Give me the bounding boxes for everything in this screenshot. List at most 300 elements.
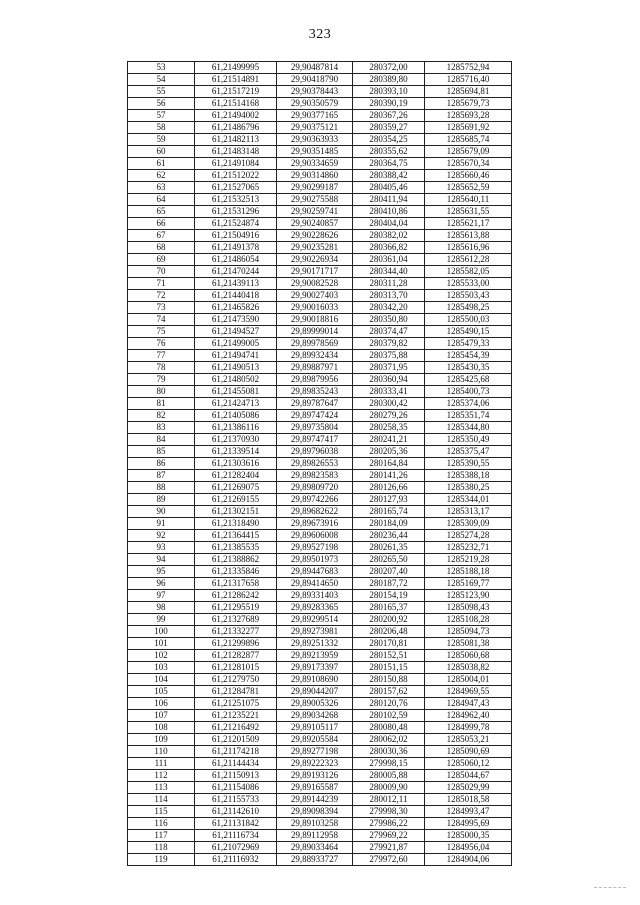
latitude-cell: 61,21116932: [195, 854, 277, 866]
latitude-cell: 61,21150913: [195, 770, 277, 782]
y-coordinate-cell: 1285232,71: [425, 542, 512, 554]
table-row: [128, 614, 512, 626]
y-coordinate-cell: 1285350,49: [425, 434, 512, 446]
longitude-cell: 29,89103258: [277, 818, 353, 830]
y-coordinate-cell: 1285351,74: [425, 410, 512, 422]
point-number-cell: 118: [128, 842, 195, 854]
longitude-cell: 29,89331403: [277, 590, 353, 602]
point-number-cell: 111: [128, 758, 195, 770]
table-row: [128, 746, 512, 758]
latitude-cell: 61,21284781: [195, 686, 277, 698]
longitude-cell: 29,89213959: [277, 650, 353, 662]
table-row: [128, 158, 512, 170]
y-coordinate-cell: 1285503,43: [425, 290, 512, 302]
x-coordinate-cell: 280405,46: [353, 182, 425, 194]
x-coordinate-cell: 280389,80: [353, 74, 425, 86]
latitude-cell: 61,21440418: [195, 290, 277, 302]
y-coordinate-cell: 1285094,73: [425, 626, 512, 638]
table-row: [128, 698, 512, 710]
y-coordinate-cell: 1285313,17: [425, 506, 512, 518]
longitude-cell: 29,89112958: [277, 830, 353, 842]
table-row: [128, 818, 512, 830]
y-coordinate-cell: 1285679,73: [425, 98, 512, 110]
y-coordinate-cell: 1285752,94: [425, 62, 512, 74]
longitude-cell: 29,89033464: [277, 842, 353, 854]
point-number-cell: 55: [128, 86, 195, 98]
y-coordinate-cell: 1285000,35: [425, 830, 512, 842]
point-number-cell: 102: [128, 650, 195, 662]
y-coordinate-cell: 1285344,01: [425, 494, 512, 506]
point-number-cell: 98: [128, 602, 195, 614]
latitude-cell: 61,21282877: [195, 650, 277, 662]
point-number-cell: 115: [128, 806, 195, 818]
longitude-cell: 29,89673916: [277, 518, 353, 530]
y-coordinate-cell: 1285693,28: [425, 110, 512, 122]
table-row: [128, 194, 512, 206]
x-coordinate-cell: 280164,84: [353, 458, 425, 470]
x-coordinate-cell: 279972,60: [353, 854, 425, 866]
longitude-cell: 29,89414650: [277, 578, 353, 590]
table-row: [128, 326, 512, 338]
x-coordinate-cell: 280360,94: [353, 374, 425, 386]
y-coordinate-cell: 1285631,55: [425, 206, 512, 218]
longitude-cell: 29,89606008: [277, 530, 353, 542]
y-coordinate-cell: 1285640,11: [425, 194, 512, 206]
y-coordinate-cell: 1285060,68: [425, 650, 512, 662]
x-coordinate-cell: 280120,76: [353, 698, 425, 710]
longitude-cell: 29,89796038: [277, 446, 353, 458]
x-coordinate-cell: 280187,72: [353, 578, 425, 590]
y-coordinate-cell: 1285616,96: [425, 242, 512, 254]
table-row: [128, 854, 512, 866]
x-coordinate-cell: 280157,62: [353, 686, 425, 698]
x-coordinate-cell: 280062,02: [353, 734, 425, 746]
y-coordinate-cell: 1285004,01: [425, 674, 512, 686]
longitude-cell: 29,89299514: [277, 614, 353, 626]
latitude-cell: 61,21514168: [195, 98, 277, 110]
table-row: [128, 302, 512, 314]
table-row: [128, 686, 512, 698]
y-coordinate-cell: 1285716,40: [425, 74, 512, 86]
y-coordinate-cell: 1285400,73: [425, 386, 512, 398]
y-coordinate-cell: 1285029,99: [425, 782, 512, 794]
point-number-cell: 72: [128, 290, 195, 302]
x-coordinate-cell: 280366,82: [353, 242, 425, 254]
table-row: [128, 482, 512, 494]
longitude-cell: 29,90018816: [277, 314, 353, 326]
point-number-cell: 100: [128, 626, 195, 638]
y-coordinate-cell: 1285694,81: [425, 86, 512, 98]
table-row: [128, 842, 512, 854]
point-number-cell: 71: [128, 278, 195, 290]
x-coordinate-cell: 280165,74: [353, 506, 425, 518]
table-row: [128, 170, 512, 182]
point-number-cell: 69: [128, 254, 195, 266]
table-row: [128, 470, 512, 482]
longitude-cell: 29,90082528: [277, 278, 353, 290]
table-row: [128, 758, 512, 770]
x-coordinate-cell: 280205,36: [353, 446, 425, 458]
longitude-cell: 29,89742266: [277, 494, 353, 506]
point-number-cell: 101: [128, 638, 195, 650]
y-coordinate-cell: 1285670,34: [425, 158, 512, 170]
point-number-cell: 105: [128, 686, 195, 698]
y-coordinate-cell: 1285188,18: [425, 566, 512, 578]
longitude-cell: 29,89747417: [277, 434, 353, 446]
longitude-cell: 29,90259741: [277, 206, 353, 218]
latitude-cell: 61,21388862: [195, 554, 277, 566]
point-number-cell: 78: [128, 362, 195, 374]
point-number-cell: 61: [128, 158, 195, 170]
latitude-cell: 61,21532513: [195, 194, 277, 206]
x-coordinate-cell: 280141,26: [353, 470, 425, 482]
x-coordinate-cell: 280313,70: [353, 290, 425, 302]
table-row: [128, 506, 512, 518]
latitude-cell: 61,21512022: [195, 170, 277, 182]
longitude-cell: 29,90016033: [277, 302, 353, 314]
x-coordinate-cell: 280265,50: [353, 554, 425, 566]
table-row: [128, 806, 512, 818]
latitude-cell: 61,21494527: [195, 326, 277, 338]
y-coordinate-cell: 1284969,55: [425, 686, 512, 698]
y-coordinate-cell: 1285425,68: [425, 374, 512, 386]
point-number-cell: 85: [128, 446, 195, 458]
x-coordinate-cell: 280207,40: [353, 566, 425, 578]
point-number-cell: 74: [128, 314, 195, 326]
point-number-cell: 58: [128, 122, 195, 134]
x-coordinate-cell: 280393,10: [353, 86, 425, 98]
longitude-cell: 29,89108690: [277, 674, 353, 686]
point-number-cell: 65: [128, 206, 195, 218]
latitude-cell: 61,21473590: [195, 314, 277, 326]
longitude-cell: 29,89932434: [277, 350, 353, 362]
latitude-cell: 61,21439113: [195, 278, 277, 290]
longitude-cell: 29,89682622: [277, 506, 353, 518]
latitude-cell: 61,21531296: [195, 206, 277, 218]
point-number-cell: 88: [128, 482, 195, 494]
y-coordinate-cell: 1285038,82: [425, 662, 512, 674]
point-number-cell: 99: [128, 614, 195, 626]
latitude-cell: 61,21303616: [195, 458, 277, 470]
point-number-cell: 67: [128, 230, 195, 242]
longitude-cell: 29,89879956: [277, 374, 353, 386]
point-number-cell: 114: [128, 794, 195, 806]
longitude-cell: 29,90171717: [277, 266, 353, 278]
table-row: [128, 734, 512, 746]
table-row: [128, 218, 512, 230]
x-coordinate-cell: 280165,37: [353, 602, 425, 614]
longitude-cell: 29,90314860: [277, 170, 353, 182]
latitude-cell: 61,21269155: [195, 494, 277, 506]
longitude-cell: 29,90226934: [277, 254, 353, 266]
point-number-cell: 106: [128, 698, 195, 710]
latitude-cell: 61,21504916: [195, 230, 277, 242]
x-coordinate-cell: 280410,86: [353, 206, 425, 218]
y-coordinate-cell: 1284904,06: [425, 854, 512, 866]
x-coordinate-cell: 280390,19: [353, 98, 425, 110]
longitude-cell: 29,90240857: [277, 218, 353, 230]
latitude-cell: 61,21302151: [195, 506, 277, 518]
latitude-cell: 61,21318490: [195, 518, 277, 530]
point-number-cell: 56: [128, 98, 195, 110]
table-row: [128, 434, 512, 446]
point-number-cell: 87: [128, 470, 195, 482]
longitude-cell: 29,90235281: [277, 242, 353, 254]
latitude-cell: 61,21295519: [195, 602, 277, 614]
x-coordinate-cell: 280364,75: [353, 158, 425, 170]
y-coordinate-cell: 1284956,04: [425, 842, 512, 854]
latitude-cell: 61,21142610: [195, 806, 277, 818]
table-row: [128, 206, 512, 218]
latitude-cell: 61,21251075: [195, 698, 277, 710]
y-coordinate-cell: 1285390,55: [425, 458, 512, 470]
y-coordinate-cell: 1285053,21: [425, 734, 512, 746]
table-row: [128, 182, 512, 194]
latitude-cell: 61,21491378: [195, 242, 277, 254]
point-number-cell: 97: [128, 590, 195, 602]
x-coordinate-cell: 280030,36: [353, 746, 425, 758]
point-number-cell: 90: [128, 506, 195, 518]
table-row: [128, 386, 512, 398]
table-row: [128, 530, 512, 542]
longitude-cell: 29,89835243: [277, 386, 353, 398]
latitude-cell: 61,21455081: [195, 386, 277, 398]
table-row: [128, 830, 512, 842]
table-row: [128, 542, 512, 554]
y-coordinate-cell: 1285123,90: [425, 590, 512, 602]
longitude-cell: 29,89165587: [277, 782, 353, 794]
y-coordinate-cell: 1285490,15: [425, 326, 512, 338]
point-number-cell: 83: [128, 422, 195, 434]
y-coordinate-cell: 1285691,92: [425, 122, 512, 134]
y-coordinate-cell: 1285108,28: [425, 614, 512, 626]
latitude-cell: 61,21494741: [195, 350, 277, 362]
x-coordinate-cell: 280005,88: [353, 770, 425, 782]
point-number-cell: 68: [128, 242, 195, 254]
table-row: [128, 458, 512, 470]
latitude-cell: 61,21483148: [195, 146, 277, 158]
latitude-cell: 61,21072969: [195, 842, 277, 854]
x-coordinate-cell: 280012,11: [353, 794, 425, 806]
x-coordinate-cell: 280154,19: [353, 590, 425, 602]
y-coordinate-cell: 1285375,47: [425, 446, 512, 458]
longitude-cell: 29,90363933: [277, 134, 353, 146]
longitude-cell: 29,89823583: [277, 470, 353, 482]
longitude-cell: 29,89005326: [277, 698, 353, 710]
point-number-cell: 79: [128, 374, 195, 386]
table-row: [128, 86, 512, 98]
point-number-cell: 108: [128, 722, 195, 734]
latitude-cell: 61,21281015: [195, 662, 277, 674]
longitude-cell: 29,89447683: [277, 566, 353, 578]
longitude-cell: 29,90378443: [277, 86, 353, 98]
x-coordinate-cell: 280355,62: [353, 146, 425, 158]
longitude-cell: 29,89144239: [277, 794, 353, 806]
table-row: [128, 230, 512, 242]
longitude-cell: 29,89205584: [277, 734, 353, 746]
table-row: [128, 794, 512, 806]
longitude-cell: 29,90027403: [277, 290, 353, 302]
x-coordinate-cell: 280279,26: [353, 410, 425, 422]
point-number-cell: 80: [128, 386, 195, 398]
y-coordinate-cell: 1285388,18: [425, 470, 512, 482]
point-number-cell: 57: [128, 110, 195, 122]
longitude-cell: 29,90375121: [277, 122, 353, 134]
x-coordinate-cell: 280009,90: [353, 782, 425, 794]
latitude-cell: 61,21282404: [195, 470, 277, 482]
latitude-cell: 61,21216492: [195, 722, 277, 734]
x-coordinate-cell: 280126,66: [353, 482, 425, 494]
y-coordinate-cell: 1285169,77: [425, 578, 512, 590]
longitude-cell: 29,90275588: [277, 194, 353, 206]
longitude-cell: 29,89887971: [277, 362, 353, 374]
y-coordinate-cell: 1285454,39: [425, 350, 512, 362]
y-coordinate-cell: 1285044,67: [425, 770, 512, 782]
table-row: [128, 254, 512, 266]
x-coordinate-cell: 280361,04: [353, 254, 425, 266]
longitude-cell: 29,89527198: [277, 542, 353, 554]
longitude-cell: 29,90351485: [277, 146, 353, 158]
latitude-cell: 61,21269075: [195, 482, 277, 494]
y-coordinate-cell: 1285612,28: [425, 254, 512, 266]
y-coordinate-cell: 1285621,17: [425, 218, 512, 230]
point-number-cell: 66: [128, 218, 195, 230]
longitude-cell: 29,89173397: [277, 662, 353, 674]
point-number-cell: 82: [128, 410, 195, 422]
x-coordinate-cell: 280102,59: [353, 710, 425, 722]
x-coordinate-cell: 280372,00: [353, 62, 425, 74]
table-row: [128, 782, 512, 794]
x-coordinate-cell: 280404,04: [353, 218, 425, 230]
page-number: 323: [308, 27, 332, 42]
table-row: [128, 266, 512, 278]
x-coordinate-cell: 280354,25: [353, 134, 425, 146]
table-row: [128, 314, 512, 326]
point-number-cell: 70: [128, 266, 195, 278]
latitude-cell: 61,21424713: [195, 398, 277, 410]
point-number-cell: 75: [128, 326, 195, 338]
table-row: [128, 410, 512, 422]
point-number-cell: 91: [128, 518, 195, 530]
x-coordinate-cell: 280200,92: [353, 614, 425, 626]
x-coordinate-cell: 280170,81: [353, 638, 425, 650]
latitude-cell: 61,21131842: [195, 818, 277, 830]
point-number-cell: 59: [128, 134, 195, 146]
y-coordinate-cell: 1284947,43: [425, 698, 512, 710]
table-row: [128, 338, 512, 350]
table-row: [128, 518, 512, 530]
point-number-cell: 73: [128, 302, 195, 314]
x-coordinate-cell: 280261,35: [353, 542, 425, 554]
latitude-cell: 61,21279750: [195, 674, 277, 686]
y-coordinate-cell: 1285533,00: [425, 278, 512, 290]
x-coordinate-cell: 280311,28: [353, 278, 425, 290]
y-coordinate-cell: 1285309,09: [425, 518, 512, 530]
latitude-cell: 61,21499005: [195, 338, 277, 350]
y-coordinate-cell: 1285274,28: [425, 530, 512, 542]
latitude-cell: 61,21486796: [195, 122, 277, 134]
y-coordinate-cell: 1285500,03: [425, 314, 512, 326]
longitude-cell: 29,89787647: [277, 398, 353, 410]
latitude-cell: 61,21385535: [195, 542, 277, 554]
longitude-cell: 29,89273981: [277, 626, 353, 638]
longitude-cell: 29,89034268: [277, 710, 353, 722]
table-row: [128, 422, 512, 434]
point-number-cell: 53: [128, 62, 195, 74]
latitude-cell: 61,21144434: [195, 758, 277, 770]
longitude-cell: 29,89747424: [277, 410, 353, 422]
x-coordinate-cell: 280388,42: [353, 170, 425, 182]
table-row: [128, 290, 512, 302]
y-coordinate-cell: 1285479,33: [425, 338, 512, 350]
latitude-cell: 61,21524874: [195, 218, 277, 230]
x-coordinate-cell: 280333,41: [353, 386, 425, 398]
latitude-cell: 61,21370930: [195, 434, 277, 446]
y-coordinate-cell: 1285344,80: [425, 422, 512, 434]
x-coordinate-cell: 280371,95: [353, 362, 425, 374]
table-row: [128, 638, 512, 650]
longitude-cell: 29,90299187: [277, 182, 353, 194]
latitude-cell: 61,21286242: [195, 590, 277, 602]
latitude-cell: 61,21517219: [195, 86, 277, 98]
y-coordinate-cell: 1285081,38: [425, 638, 512, 650]
latitude-cell: 61,21486054: [195, 254, 277, 266]
longitude-cell: 29,89044207: [277, 686, 353, 698]
x-coordinate-cell: 279986,22: [353, 818, 425, 830]
y-coordinate-cell: 1284962,40: [425, 710, 512, 722]
y-coordinate-cell: 1285060,12: [425, 758, 512, 770]
table-row: [128, 554, 512, 566]
table-row: [128, 566, 512, 578]
table-row: [128, 710, 512, 722]
latitude-cell: 61,21155733: [195, 794, 277, 806]
table-row: [128, 494, 512, 506]
x-coordinate-cell: 279921,87: [353, 842, 425, 854]
latitude-cell: 61,21332277: [195, 626, 277, 638]
longitude-cell: 29,90334659: [277, 158, 353, 170]
point-number-cell: 107: [128, 710, 195, 722]
longitude-cell: 29,89978569: [277, 338, 353, 350]
latitude-cell: 61,21527065: [195, 182, 277, 194]
y-coordinate-cell: 1284993,47: [425, 806, 512, 818]
y-coordinate-cell: 1285498,25: [425, 302, 512, 314]
x-coordinate-cell: 280379,82: [353, 338, 425, 350]
y-coordinate-cell: 1284995,69: [425, 818, 512, 830]
table-row: [128, 110, 512, 122]
latitude-cell: 61,21327689: [195, 614, 277, 626]
x-coordinate-cell: 280151,15: [353, 662, 425, 674]
point-number-cell: 95: [128, 566, 195, 578]
point-number-cell: 89: [128, 494, 195, 506]
latitude-cell: 61,21490513: [195, 362, 277, 374]
latitude-cell: 61,21235221: [195, 710, 277, 722]
x-coordinate-cell: 279998,15: [353, 758, 425, 770]
coordinates-table-body: [128, 62, 512, 866]
y-coordinate-cell: 1285685,74: [425, 134, 512, 146]
table-row: [128, 626, 512, 638]
latitude-cell: 61,21405086: [195, 410, 277, 422]
x-coordinate-cell: 280152,51: [353, 650, 425, 662]
y-coordinate-cell: 1284999,78: [425, 722, 512, 734]
table-row: [128, 122, 512, 134]
latitude-cell: 61,21339514: [195, 446, 277, 458]
latitude-cell: 61,21335846: [195, 566, 277, 578]
point-number-cell: 112: [128, 770, 195, 782]
y-coordinate-cell: 1285219,28: [425, 554, 512, 566]
x-coordinate-cell: 280080,48: [353, 722, 425, 734]
footer-divider: [594, 887, 626, 888]
table-row: [128, 674, 512, 686]
